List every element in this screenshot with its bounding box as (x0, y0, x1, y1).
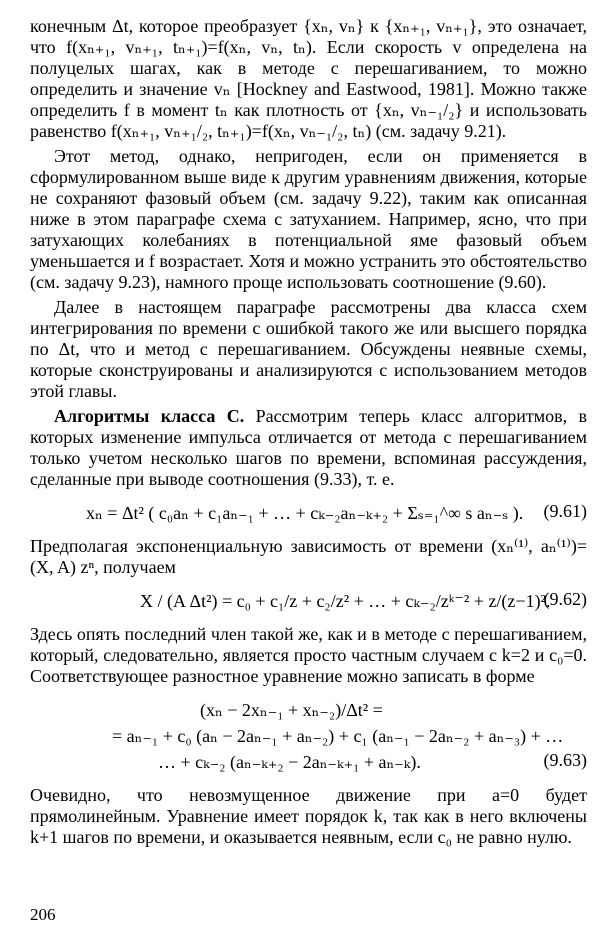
equation-9-61-body: xₙ = Δt² ( c₀aₙ + c₁aₙ₋₁ + … + cₖ₋₂aₙ₋ₖ₊₂ + Σₛ₌₁^∞ s aₙ₋ₛ ). (86, 503, 524, 523)
equation-9-63-line-1: (xₙ − 2xₙ₋₁ + xₙ₋₂)/Δt² = (200, 700, 383, 720)
paragraph-5: Предполагая экспоненциальную зависимость от времени (xₙ⁽¹⁾, aₙ⁽¹⁾)=(X, A) zⁿ, получаем (30, 536, 587, 577)
paragraph-4-text: Рассмотрим теперь класс алгоритмов, в которых изменение импульса отличается от метода с перешагиванием только учетом несколько шагов по времени, вспоминая рассуждения, сделанные при выводе соотношения (9.33), т. е. (30, 406, 588, 489)
equation-9-61-number: (9.61) (543, 501, 587, 521)
paragraph-6: Здесь опять последний член такой же, как и в методе с перешагиванием, который, следовательно, является просто частным случаем с k=2 и c₀=0. Соответствующее разностное уравнение можно записать в форме (30, 624, 587, 686)
paragraph-2: Этот метод, однако, непригоден, если он применяется в сформулированном выше виде к другим уравнениям движения, которые не сохраняют фазовый объем (см. задачу 9.22), таким как описанная ниже в этом параграфе схема с затуханием. Например, ясно, что при затухающих колебаниях в потенциальной яме фазовый объем уменьшается и f возрастает. Хотя и можно устранить это обстоятельство (см. задачу 9.23), намного проще использовать соотношение (9.60). (30, 146, 587, 292)
paragraph-4 (30, 406, 587, 490)
paragraph-7: Очевидно, что невозмущенное движение при a=0 будет прямолинейным. Уравнение имеет порядок k, так как в него включены k+1 шагов по времени, и оказывается неявным, если c₀ не равно нулю. (30, 785, 587, 847)
paragraph-3: Далее в настоящем параграфе рассмотрены два класса схем интегрирования по времени с ошибкой такого же или высшего порядка по Δt, что и метод с перешагиванием. Обсуждены неявные схемы, которые сконструированы и анализируются с использованием методов этой главы. (30, 297, 587, 401)
equation-9-63-line-2: = aₙ₋₁ + c₀ (aₙ − 2aₙ₋₁ + aₙ₋₂) + c₁ (aₙ₋₁ − 2aₙ₋₂ + aₙ₋₃) + … (112, 726, 564, 746)
equation-9-62-body: X / (A Δt²) = c₀ + c₁/z + c₂/z² + … + cₖ₋₂/zᵏ⁻² + z/(z−1)². (140, 591, 551, 611)
section-heading: Алгоритмы класса С. (54, 406, 245, 426)
equation-9-63-line-3: … + cₖ₋₂ (aₙ₋ₖ₊₂ − 2aₙ₋ₖ₊₁ + aₙ₋ₖ). (158, 752, 421, 772)
equation-9-63-number: (9.63) (543, 750, 587, 770)
equation-9-62-number: (9.62) (543, 589, 587, 609)
paragraph-1: конечным Δt, которое преобразует {xₙ, vₙ} к {xₙ₊₁, vₙ₊₁}, это означает, что f(xₙ₊₁, vₙ₊₁, tₙ₊₁)=f(xₙ, vₙ, tₙ). Если скорость v определена на полуцелых шагах, как в методе с перешагиванием, то можно определить и значение vₙ [Hockney and Eastwood, 1981]. Можно также определить f в момент tₙ как плотность от {xₙ, vₙ₋₁/₂} и использовать равенство f(xₙ₊₁, vₙ₊₁/₂, tₙ₊₁)=f(xₙ, vₙ₋₁/₂, tₙ) (см. задачу 9.21). (30, 16, 587, 141)
equation-9-62 (30, 588, 587, 614)
equation-9-63 (30, 697, 587, 775)
equation-9-61 (30, 500, 587, 526)
page-number: 206 (30, 905, 56, 924)
